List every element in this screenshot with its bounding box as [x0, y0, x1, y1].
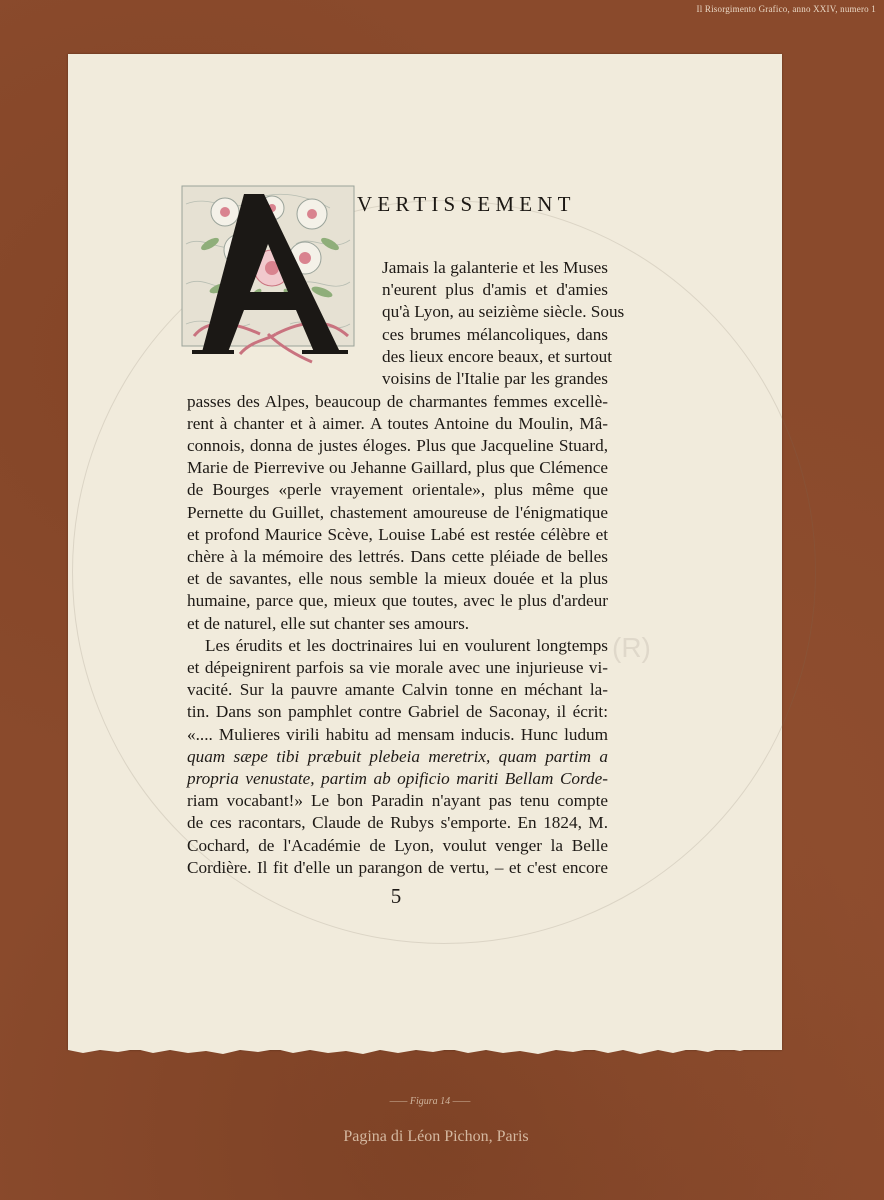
intro-line: voisins de l'Italie par les grandes: [382, 369, 608, 388]
body-line: Pernette du Guillet, chastement amoureuse de l'énigmatique: [187, 502, 608, 522]
intro-line: n'eurent plus d'amis et d'amies: [382, 280, 608, 300]
body-line: vacité. Sur la pauvre amante Calvin tonne en méchant la-: [187, 680, 608, 700]
intro-line: ces brumes mélancoliques, dans: [382, 324, 608, 344]
header-note: Il Risorgimento Grafico, anno XXIV, numero 1: [696, 4, 876, 14]
body-line: propria venustate, partim ab opificio mariti Bellam Corde-: [187, 768, 608, 788]
page-number: 5: [390, 884, 402, 908]
figure-label: —— Figura 14 ——: [389, 1096, 471, 1107]
intro-line: qu'à Lyon, au seizième siècle. Sous: [382, 302, 625, 322]
body-line: connois, donna de justes éloges. Plus que Jacqueline Stuard,: [187, 435, 608, 455]
body-line: chère à la mémoire des lettrés. Dans cette pléiade de belles: [187, 546, 608, 566]
body-line: et profond Maurice Scève, Louise Labé est restée célèbre et: [187, 524, 608, 544]
body-line: Cordière. Il fit d'elle un parangon de vertu, – et c'est encore: [187, 857, 608, 877]
body-line: et de savantes, elle nous semble la mieux douée et la plus: [187, 569, 608, 589]
body-line: tin. Dans son pamphlet contre Gabriel de Saconay, il écrit:: [187, 702, 608, 722]
body-line: Les érudits et les doctrinaires lui en voulurent longtemps: [205, 635, 608, 655]
body-line: quam sæpe tibi præbuit plebeia meretrix, quam partim a: [187, 746, 608, 766]
deckle-edge: [68, 1038, 782, 1062]
intro-line: Jamais la galanterie et les Muses: [382, 258, 608, 277]
body-line: Marie de Pierrevive ou Jehanne Gaillard, plus que Clémence: [187, 458, 608, 478]
ornamental-initial: [180, 184, 356, 376]
body-line: de Bourges «perle vrayement orientale», plus même que: [187, 480, 608, 500]
body-line: riam vocabant!» Le bon Paradin n'ayant pas tenu compte: [187, 791, 608, 811]
body-line: «.... Mulieres virili habitu ad mensam inducis. Hunc ludum: [187, 724, 608, 744]
intro-line: des lieux encore beaux, et surtout: [382, 346, 613, 366]
page-heading: VERTISSEMENT: [357, 192, 576, 216]
watermark-mark: (R): [612, 632, 651, 663]
body-line: passes des Alpes, beaucoup de charmantes femmes excellè-: [187, 391, 608, 411]
body-line: de ces racontars, Claude de Rubys s'emporte. En 1824, M.: [187, 813, 608, 833]
body-line: et de naturel, elle sut chanter ses amours.: [187, 613, 470, 633]
body-line: humaine, parce que, mieux que toutes, avec le plus d'ardeur: [187, 591, 608, 611]
body-line: Cochard, de l'Académie de Lyon, voulut venger la Belle: [187, 835, 608, 855]
body-line: rent à chanter et à aimer. A toutes Antoine du Moulin, Mâ-: [187, 413, 608, 433]
page-credit: Pagina di Léon Pichon, Paris: [343, 1128, 529, 1145]
body-line: et dépeignirent parfois sa vie morale avec une injurieuse vi-: [187, 657, 608, 677]
